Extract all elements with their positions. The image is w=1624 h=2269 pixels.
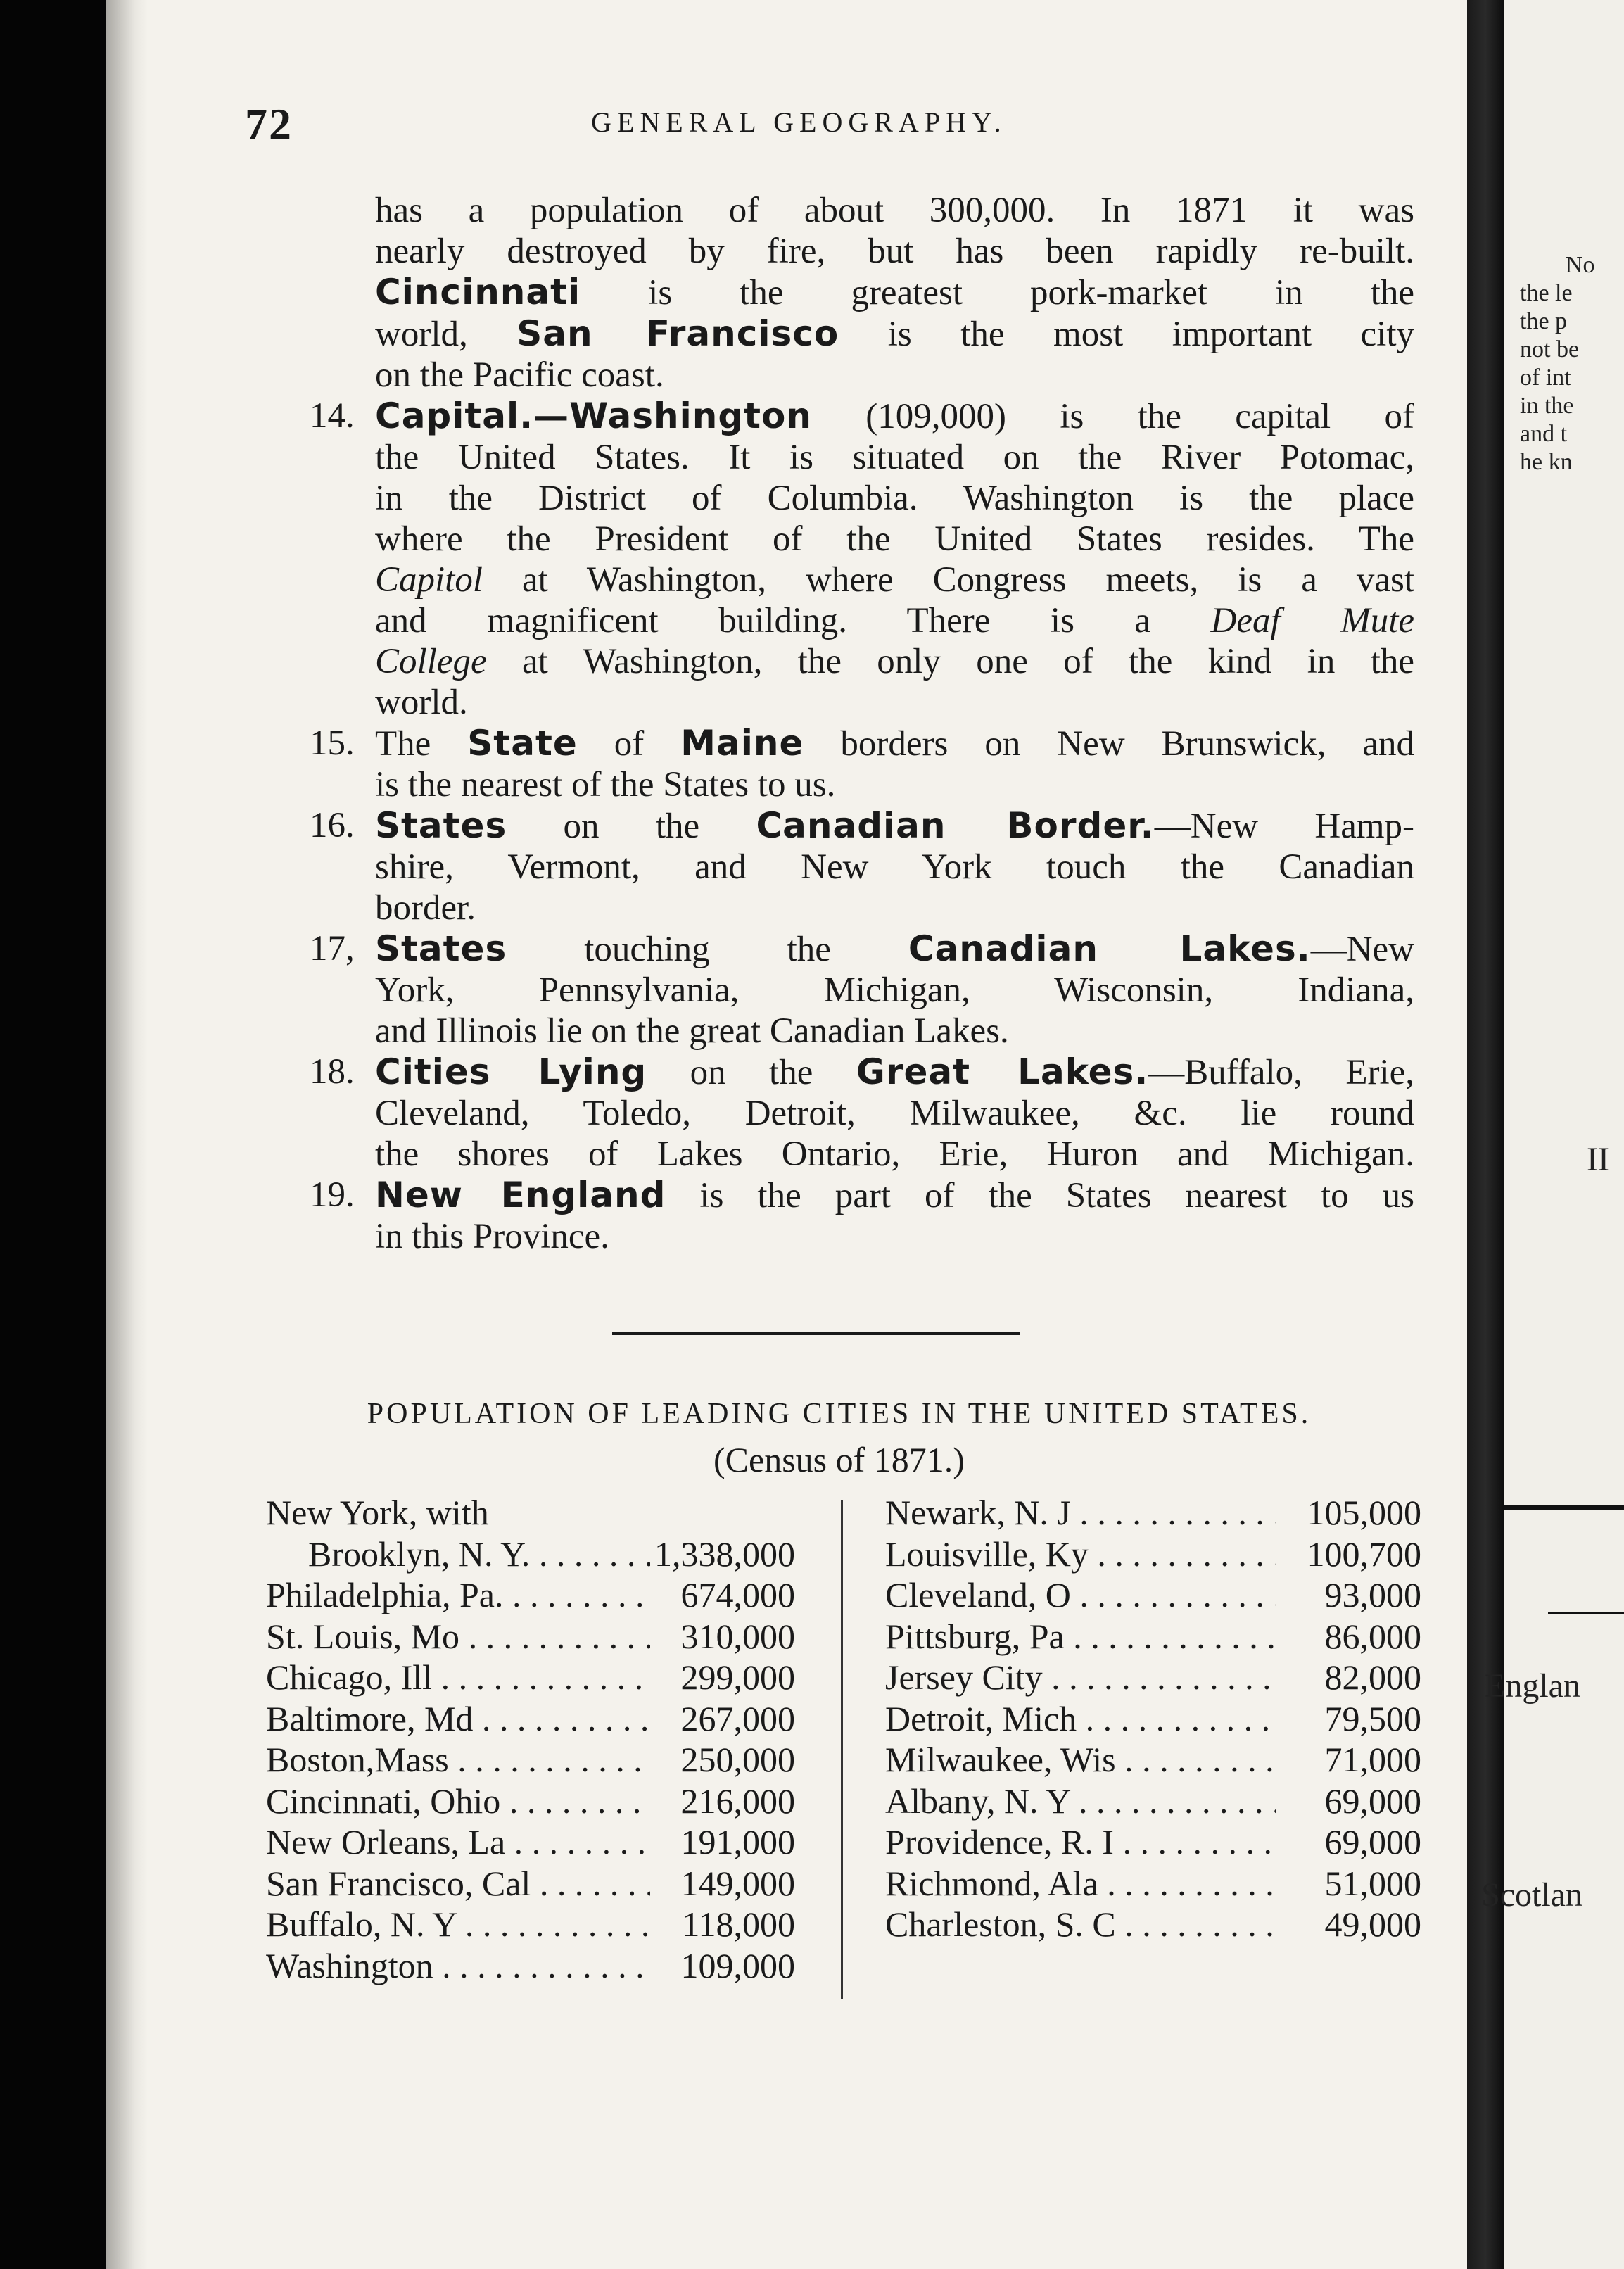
population-column-left (266, 1492, 795, 1986)
text-line: the shores of Lakes Ontario, Erie, Huron and Michigan. (375, 1134, 1414, 1174)
facing-page-text: of int (1520, 365, 1571, 391)
population-value: 118,000 (682, 1904, 795, 1944)
population-value: 100,700 (1307, 1534, 1421, 1574)
city-name: Detroit, Mich . . . (885, 1698, 1276, 1740)
facing-page-text: Scotlan (1481, 1876, 1582, 1914)
population-value: 69,000 (1324, 1822, 1421, 1862)
city-name: Newark, N. J . . . (885, 1492, 1276, 1534)
city-name: St. Louis, Mo . . . (266, 1616, 650, 1657)
table-row (266, 1863, 795, 1904)
population-value: 71,000 (1324, 1740, 1421, 1779)
facing-page-heading: II (1587, 1141, 1609, 1178)
table-row (266, 1616, 795, 1657)
city-name: Washington . . . (266, 1945, 650, 1987)
table-row (266, 1739, 795, 1781)
city-name: Baltimore, Md . . . (266, 1698, 650, 1740)
facing-page-rule (1548, 1612, 1624, 1614)
population-value: 109,000 (680, 1945, 795, 1985)
item-17: 17, States touching the Canadian Lakes.—New (310, 928, 1415, 969)
item-number: 17, (310, 929, 355, 968)
population-value: 191,000 (680, 1822, 795, 1862)
column-divider (841, 1500, 843, 1999)
table-title: POPULATION OF LEADING CITIES IN THE UNITED STATES. (367, 1398, 1312, 1430)
facing-page-rule (1504, 1505, 1624, 1510)
table-row (885, 1739, 1421, 1781)
text-line: and magnificent building. There is a Deaf Mute (375, 601, 1414, 640)
item-14: 14. Capital.—Washington (109,000) is the capital of (310, 396, 1414, 436)
bold-term: Cities Lying (375, 1051, 647, 1092)
italic-term: College (375, 642, 487, 681)
facing-page-text: not be (1520, 336, 1580, 362)
table-row (266, 1781, 795, 1822)
city-name: Jersey City . . . (885, 1657, 1276, 1698)
item-number: 19. (310, 1175, 355, 1215)
text-line: York, Pennsylvania, Michigan, Wisconsin, Indiana, (375, 971, 1414, 1010)
text-line: nearly destroyed by fire, but has been rapidly re-built. (375, 232, 1414, 271)
population-value: 1,338,000 (654, 1534, 795, 1574)
table-row (266, 1657, 795, 1698)
table-row (885, 1904, 1421, 1945)
table-row (885, 1657, 1421, 1698)
table-row (266, 1492, 795, 1534)
item-number: 14. (310, 396, 355, 436)
population-value: 51,000 (1324, 1863, 1421, 1903)
bold-term: Cincinnati (375, 272, 581, 312)
text-line: is the nearest of the States to us. (375, 765, 836, 804)
population-value: 69,000 (1324, 1781, 1421, 1821)
population-value: 250,000 (680, 1740, 795, 1779)
bold-term: New England (375, 1175, 666, 1215)
item-number: 16. (310, 806, 355, 845)
italic-term: Deaf Mute (1210, 601, 1414, 640)
text-line: world. (375, 683, 468, 722)
city-name: Albany, N. Y . . . (885, 1781, 1276, 1822)
city-name: New Orleans, La . . . (266, 1821, 650, 1863)
page-edge-shadow (106, 0, 148, 2269)
city-name: Boston,Mass . . . (266, 1739, 650, 1781)
facing-page-text: in the (1520, 393, 1574, 419)
facing-page-text: and t (1520, 421, 1568, 447)
item-18: 18. Cities Lying on the Great Lakes.—Buffalo, Erie, (310, 1051, 1415, 1092)
city-name: Providence, R. I . . . (885, 1821, 1276, 1863)
table-row (885, 1781, 1421, 1822)
table-row (266, 1534, 795, 1575)
city-name: Brooklyn, N. Y. . . . (308, 1534, 650, 1575)
population-value: 105,000 (1307, 1493, 1421, 1532)
table-row (885, 1616, 1421, 1657)
bold-term: Capital.—Washington (375, 396, 812, 436)
city-name: Pittsburg, Pa . . . (885, 1616, 1276, 1657)
population-value: 149,000 (680, 1863, 795, 1903)
item-15: 15. The State of Maine borders on New Brunswick, and (310, 723, 1415, 764)
bold-term: Canadian Border. (756, 805, 1155, 846)
city-name: Louisville, Ky . . . (885, 1534, 1276, 1575)
city-name: Charleston, S. C . . . (885, 1904, 1276, 1945)
text-line: world, San Francisco is the most important city (375, 313, 1414, 354)
city-name: San Francisco, Cal . . . (266, 1863, 650, 1904)
table-row (266, 1945, 795, 1987)
italic-term: Capitol (375, 560, 483, 600)
item-number: 15. (310, 723, 355, 763)
population-value: 216,000 (680, 1781, 795, 1821)
population-value: 82,000 (1324, 1657, 1421, 1697)
text-line: Cleveland, Toledo, Detroit, Milwaukee, &c. lie round (375, 1094, 1414, 1133)
text-line: border. (375, 888, 476, 928)
population-column-right (885, 1492, 1421, 1945)
population-value: 310,000 (680, 1616, 795, 1656)
bold-term: Maine (680, 723, 804, 764)
table-row (885, 1863, 1421, 1904)
bold-term: States (375, 928, 507, 969)
text-line: on the Pacific coast. (375, 355, 664, 395)
facing-page-text: he kn (1520, 449, 1573, 475)
text-line: in the District of Columbia. Washington is the place (375, 479, 1414, 518)
bold-term: State (467, 723, 578, 764)
population-value: 299,000 (680, 1657, 795, 1697)
running-head: GENERAL GEOGRAPHY. (591, 106, 1007, 138)
city-name: Buffalo, N. Y . . . (266, 1904, 650, 1945)
facing-page-text: No (1566, 252, 1595, 278)
text-line: and Illinois lie on the great Canadian Lakes. (375, 1011, 1009, 1051)
section-divider (612, 1332, 1020, 1335)
table-row (885, 1574, 1421, 1616)
facing-page-text: Englan (1485, 1667, 1580, 1705)
text-line: the United States. It is situated on the River Potomac, (375, 438, 1414, 477)
city-name: Cleveland, O . . . (885, 1574, 1276, 1616)
table-row (885, 1698, 1421, 1740)
city-name: Milwaukee, Wis . . . (885, 1739, 1276, 1781)
text-line: College at Washington, the only one of the kind in the (375, 642, 1415, 681)
table-row (885, 1534, 1421, 1575)
text-line: shire, Vermont, and New York touch the Canadian (375, 847, 1414, 887)
population-value: 93,000 (1324, 1575, 1421, 1614)
population-value: 79,500 (1324, 1698, 1421, 1738)
table-row (885, 1492, 1421, 1534)
table-row (885, 1821, 1421, 1863)
item-16: 16. States on the Canadian Border.—New Hamp- (310, 805, 1414, 846)
table-subtitle: (Census of 1871.) (713, 1440, 965, 1479)
population-value: 49,000 (1324, 1904, 1421, 1944)
city-name: Cincinnati, Ohio . . . (266, 1781, 650, 1822)
page-number: 72 (245, 99, 293, 149)
facing-page-text: the le (1520, 280, 1573, 306)
table-row (266, 1698, 795, 1740)
city-name: Chicago, Ill . . . (266, 1657, 650, 1698)
population-value: 267,000 (680, 1698, 795, 1738)
text-line: Cincinnati is the greatest pork-market in the (375, 272, 1415, 312)
text-line: where the President of the United States resides. The (375, 519, 1414, 559)
text-line: in this Province. (375, 1217, 609, 1256)
body-text (310, 190, 1414, 1257)
item-number: 18. (310, 1052, 355, 1092)
table-row (266, 1574, 795, 1616)
city-name: Philadelphia, Pa. . . . (266, 1574, 650, 1616)
bold-term: Great Lakes. (856, 1051, 1149, 1092)
bold-term: San Francisco (516, 313, 839, 354)
text-line: Capitol at Washington, where Congress meets, is a vast (375, 560, 1415, 600)
population-value: 674,000 (680, 1575, 795, 1614)
bold-term: States (375, 805, 507, 846)
table-row (266, 1821, 795, 1863)
bold-term: Canadian Lakes. (908, 928, 1311, 969)
text-line: has a population of about 300,000. In 1871 it was (375, 191, 1414, 230)
facing-page-text: the p (1520, 308, 1568, 334)
item-19: 19. New England is the part of the States nearest to us (310, 1175, 1414, 1215)
book-gutter (1467, 0, 1504, 2269)
population-value: 86,000 (1324, 1616, 1421, 1656)
city-name: New York, with (266, 1493, 489, 1532)
table-row (266, 1904, 795, 1945)
city-name: Richmond, Ala . . . (885, 1863, 1276, 1904)
